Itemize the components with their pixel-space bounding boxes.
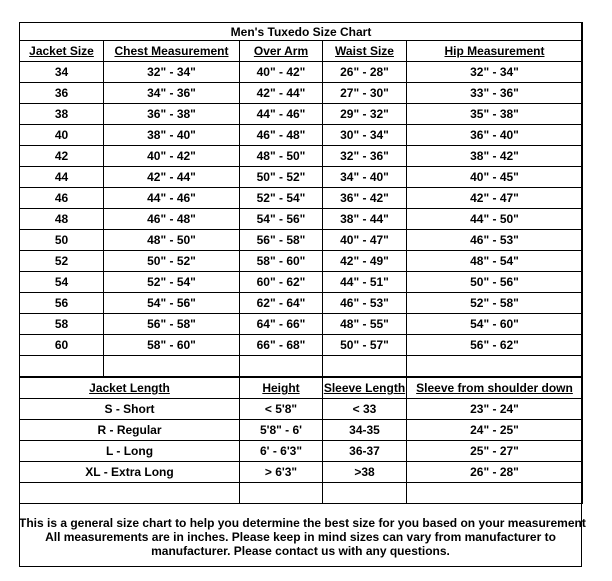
cell: 36 (20, 83, 104, 104)
footnote-line: This is a general size chart to help you determine the best size for you based on your measurement (19, 516, 586, 530)
cell: 60" - 62" (240, 272, 323, 293)
cell: 40 (20, 125, 104, 146)
cell: 42" - 47" (407, 188, 583, 209)
cell: XL - Extra Long (20, 462, 240, 483)
cell: 24" - 25" (407, 420, 583, 441)
cell: 25" - 27" (407, 441, 583, 462)
cell: 54" - 56" (104, 293, 240, 314)
cell: 32" - 34" (407, 62, 583, 83)
cell: 38" - 40" (104, 125, 240, 146)
cell: 44" - 51" (323, 272, 407, 293)
cell: 52" - 58" (407, 293, 583, 314)
cell: 36-37 (323, 441, 407, 462)
cell: 44" - 46" (240, 104, 323, 125)
cell: 52" - 54" (104, 272, 240, 293)
cell: 40" - 47" (323, 230, 407, 251)
cell: 56" - 58" (104, 314, 240, 335)
cell: >38 (323, 462, 407, 483)
cell: 38" - 44" (323, 209, 407, 230)
cell: 54" - 56" (240, 209, 323, 230)
footnote-line: All measurements are in inches. Please keep in mind sizes can vary from manufacturer to (45, 530, 556, 544)
cell: 36" - 38" (104, 104, 240, 125)
cell: 58 (20, 314, 104, 335)
cell: 66" - 68" (240, 335, 323, 356)
header-sleeve-length: Sleeve Length (323, 378, 407, 399)
cell: 46" - 53" (323, 293, 407, 314)
cell: 48" - 50" (104, 230, 240, 251)
cell: 38" - 42" (407, 146, 583, 167)
cell: 6' - 6'3" (240, 441, 323, 462)
cell: 58" - 60" (104, 335, 240, 356)
cell: 56 (20, 293, 104, 314)
cell: 50 (20, 230, 104, 251)
header-waist: Waist Size (323, 41, 407, 62)
cell: 40" - 42" (240, 62, 323, 83)
cell: 33" - 36" (407, 83, 583, 104)
cell: 27" - 30" (323, 83, 407, 104)
cell: 48 (20, 209, 104, 230)
header-hip: Hip Measurement (407, 41, 583, 62)
cell: 44" - 46" (104, 188, 240, 209)
cell: 50" - 56" (407, 272, 583, 293)
cell: 36" - 42" (323, 188, 407, 209)
cell: 34 (20, 62, 104, 83)
cell: < 33 (323, 399, 407, 420)
cell: 64" - 66" (240, 314, 323, 335)
cell: 60 (20, 335, 104, 356)
cell: 54 (20, 272, 104, 293)
cell: 48" - 50" (240, 146, 323, 167)
cell: 32" - 34" (104, 62, 240, 83)
cell: 42" - 49" (323, 251, 407, 272)
cell: 52 (20, 251, 104, 272)
cell: S - Short (20, 399, 240, 420)
cell: 35" - 38" (407, 104, 583, 125)
cell: 38 (20, 104, 104, 125)
footnote (19, 516, 586, 558)
cell: 42" - 44" (104, 167, 240, 188)
cell: 40" - 42" (104, 146, 240, 167)
cell: 46 (20, 188, 104, 209)
cell: 40" - 45" (407, 167, 583, 188)
cell: 26" - 28" (323, 62, 407, 83)
header-jacket-size: Jacket Size (20, 41, 104, 62)
cell: 50" - 57" (323, 335, 407, 356)
cell: 58" - 60" (240, 251, 323, 272)
cell: 54" - 60" (407, 314, 583, 335)
cell: 5'8" - 6' (240, 420, 323, 441)
chart-border (19, 22, 586, 567)
cell: 46" - 53" (407, 230, 583, 251)
cell: R - Regular (20, 420, 240, 441)
cell: 56" - 58" (240, 230, 323, 251)
cell: > 6'3" (240, 462, 323, 483)
header-jacket-length: Jacket Length (20, 378, 240, 399)
cell: 46" - 48" (240, 125, 323, 146)
cell: 42" - 44" (240, 83, 323, 104)
cell: 48" - 54" (407, 251, 583, 272)
cell: 26" - 28" (407, 462, 583, 483)
cell: < 5'8" (240, 399, 323, 420)
cell: 50" - 52" (104, 251, 240, 272)
cell: 36" - 40" (407, 125, 583, 146)
cell: 23" - 24" (407, 399, 583, 420)
header-chest: Chest Measurement (104, 41, 240, 62)
cell: 34-35 (323, 420, 407, 441)
cell: 56" - 62" (407, 335, 583, 356)
header-sleeve-shoulder: Sleeve from shoulder down (407, 378, 583, 399)
cell: 48" - 55" (323, 314, 407, 335)
cell: 42 (20, 146, 104, 167)
cell: 50" - 52" (240, 167, 323, 188)
cell: 30" - 34" (323, 125, 407, 146)
cell: 44" - 50" (407, 209, 583, 230)
cell: 62" - 64" (240, 293, 323, 314)
cell: 29" - 32" (323, 104, 407, 125)
cell: 34" - 40" (323, 167, 407, 188)
header-over-arm: Over Arm (240, 41, 323, 62)
cell: 32" - 36" (323, 146, 407, 167)
cell: 52" - 54" (240, 188, 323, 209)
cell: L - Long (20, 441, 240, 462)
cell: 46" - 48" (104, 209, 240, 230)
header-height: Height (240, 378, 323, 399)
cell: 44 (20, 167, 104, 188)
chart-title: Men's Tuxedo Size Chart (20, 23, 583, 41)
cell: 34" - 36" (104, 83, 240, 104)
footnote-line: manufacturer. Please contact us with any questions. (151, 544, 450, 558)
